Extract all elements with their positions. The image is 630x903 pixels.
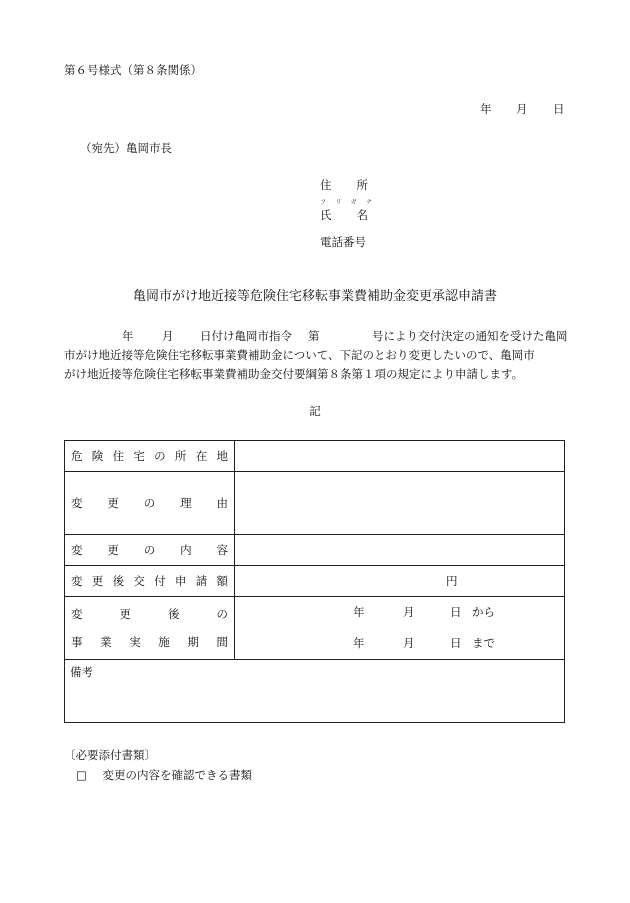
label-char: 変: [71, 607, 83, 621]
label-char: 変: [71, 574, 83, 588]
label-char: 変: [71, 496, 83, 510]
label-char: 危: [71, 449, 83, 463]
document-title: 亀岡市がけ地近接等危険住宅移転事業費補助金変更承認申請書: [132, 289, 497, 304]
ki-note: 記: [309, 404, 321, 418]
label-char: 更: [119, 607, 131, 621]
label-char: 期: [187, 635, 199, 649]
table-row: [65, 441, 565, 472]
attachment-item-label: 変更の内容を確認できる書類: [102, 768, 253, 782]
label-char: 在: [195, 449, 208, 463]
body-line3: がけ地近接等危険住宅移転事業費補助金交付要綱第８条第１項の規定により申請します。: [64, 367, 524, 381]
label-char: 交: [133, 574, 145, 588]
table-row: [65, 472, 565, 535]
period-field[interactable]: [235, 597, 565, 660]
reason-label-cell: [65, 472, 235, 535]
label-char: 付: [154, 574, 166, 588]
date-day-label: 日: [553, 102, 565, 116]
label-char: 事: [71, 635, 83, 649]
label-char: 請: [195, 574, 208, 588]
remarks-label: 備考: [70, 665, 93, 679]
furigana-label: フ リ ガ ナ: [320, 199, 372, 206]
label-char: 宅: [133, 449, 145, 463]
form-table: [64, 440, 565, 723]
body-line1-rest: 号により交付決定の通知を受けた亀岡: [372, 329, 568, 343]
location-label-cell: [65, 441, 235, 472]
label-char: 更: [107, 543, 119, 557]
label-char: の: [143, 543, 156, 557]
amount-field[interactable]: [235, 566, 565, 597]
yen-unit: 円: [446, 574, 458, 588]
label-char: 地: [216, 449, 228, 463]
table-row: [65, 535, 565, 566]
label-char: 変: [71, 543, 83, 557]
address-label: 住 所: [320, 178, 368, 192]
label-char: 実: [129, 635, 141, 649]
table-row: [65, 597, 565, 660]
amount-label-cell: [65, 566, 235, 597]
label-char: 後: [168, 607, 180, 621]
date-year-label: 年: [480, 102, 492, 116]
content-field[interactable]: [235, 535, 565, 566]
label-char: 後: [112, 574, 125, 588]
label-char: 申: [174, 574, 187, 588]
reason-label: [71, 495, 228, 511]
location-field[interactable]: [235, 441, 565, 472]
content-label: [71, 542, 228, 558]
body-line2: 市がけ地近接等危険住宅移転事業費補助金について、下記のとおり変更したいので、亀岡市: [64, 348, 535, 362]
body-year: 年: [122, 329, 134, 343]
table-row: [65, 566, 565, 597]
period-label-cell: [65, 597, 235, 660]
label-char: の: [216, 607, 228, 621]
label-char: 容: [216, 543, 228, 557]
label-char: の: [154, 449, 166, 463]
name-label: 氏 名: [320, 208, 368, 222]
table-row: [65, 660, 565, 723]
location-label: [71, 448, 228, 464]
label-char: の: [143, 496, 156, 510]
label-char: 住: [112, 449, 125, 463]
date-month-label: 月: [516, 102, 528, 116]
label-char: 業: [100, 635, 112, 649]
addressee: （宛先）亀岡市長: [80, 141, 172, 155]
body-dai: 第: [308, 329, 320, 343]
attachments-heading: 〔必要添付書類〕: [64, 748, 156, 762]
label-char: 施: [158, 635, 170, 649]
label-char: 更: [107, 496, 119, 510]
amount-label: [71, 573, 228, 589]
label-char: 内: [180, 543, 192, 557]
period-to: 年 月 日 まで: [353, 636, 495, 650]
label-char: 由: [216, 496, 228, 510]
period-label-line1: [71, 606, 228, 622]
label-char: 更: [91, 574, 104, 588]
label-char: 険: [91, 449, 104, 463]
period-from: 年 月 日 から: [353, 605, 495, 619]
phone-label: 電話番号: [320, 235, 366, 249]
reason-field[interactable]: [235, 472, 565, 535]
checkbox-icon[interactable]: □: [76, 768, 87, 782]
body-date-city-order: 日付け亀岡市指令: [200, 329, 292, 343]
attachment-item: [76, 770, 252, 782]
label-char: 間: [216, 635, 228, 649]
period-label-line2: [71, 634, 228, 650]
remarks-field[interactable]: [65, 660, 565, 723]
label-char: 額: [216, 574, 228, 588]
label-char: 理: [180, 496, 192, 510]
form-number: 第６号様式（第８条関係）: [64, 63, 202, 77]
content-label-cell: [65, 535, 235, 566]
body-month: 月: [162, 329, 174, 343]
label-char: 所: [174, 449, 187, 463]
